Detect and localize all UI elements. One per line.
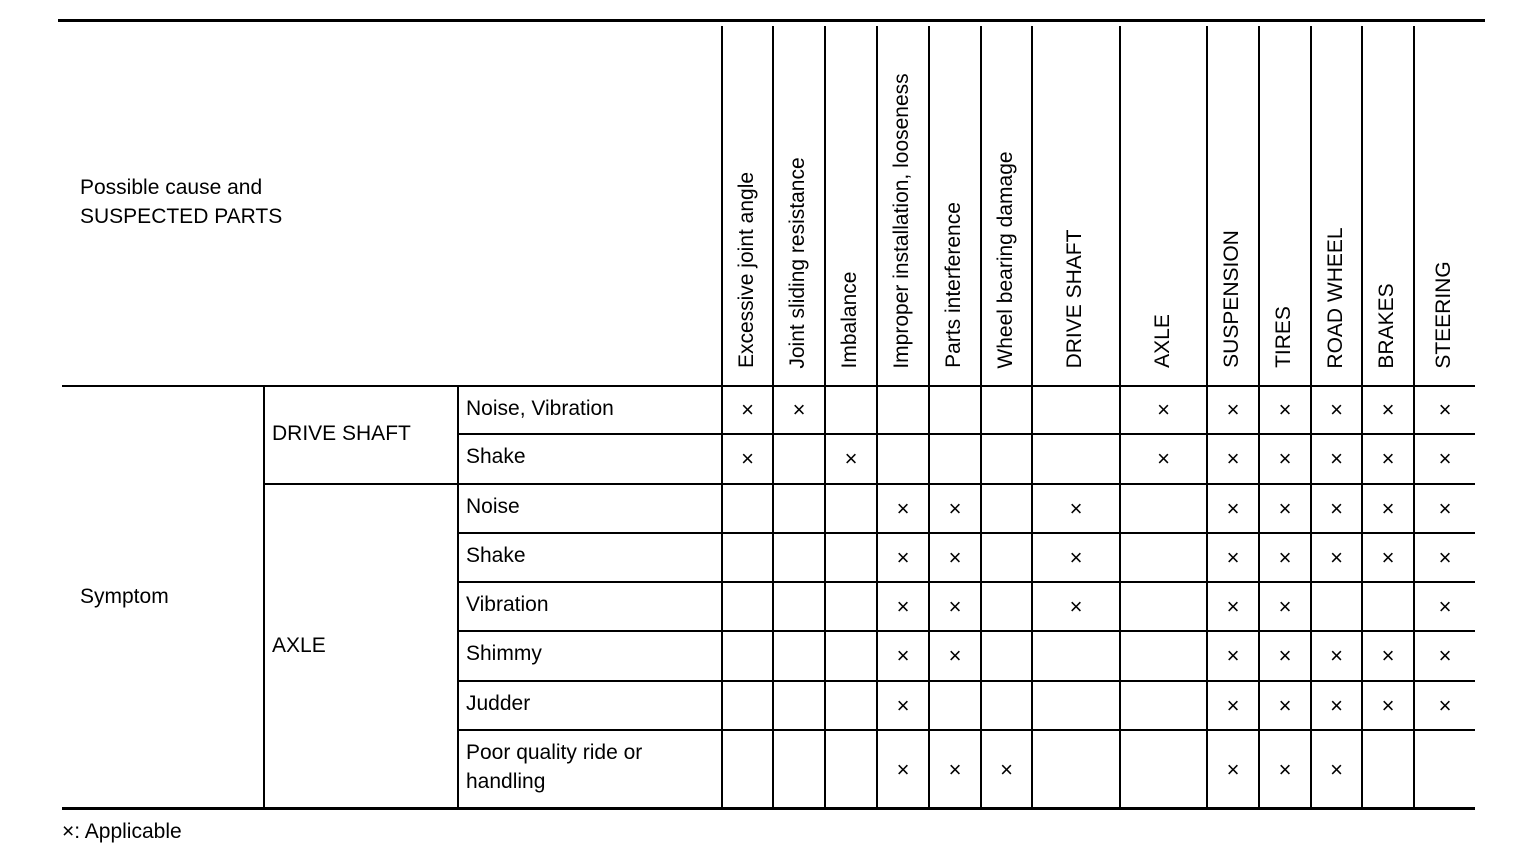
body-column-divider <box>876 385 878 808</box>
applicable-mark: × <box>1438 446 1452 471</box>
row-rule <box>457 433 1475 435</box>
applicable-mark: × <box>1381 495 1395 521</box>
body-column-divider <box>1119 385 1121 808</box>
applicable-mark: × <box>1438 397 1452 422</box>
applicable-mark: × <box>844 446 858 471</box>
applicable-mark: × <box>1278 544 1292 570</box>
header-column-divider <box>980 26 982 385</box>
footnote-applicable: ×: Applicable <box>62 820 182 843</box>
header-column-divider <box>1206 26 1208 385</box>
body-column-divider <box>928 385 930 808</box>
row-rule <box>457 630 1475 632</box>
row-rule <box>457 680 1475 682</box>
applicable-mark: × <box>1438 495 1452 521</box>
applicable-mark: × <box>948 643 962 668</box>
applicable-mark: × <box>1278 692 1292 718</box>
applicable-mark: × <box>1069 495 1083 521</box>
column-header: TIRES <box>1272 306 1295 368</box>
row-label: Vibration <box>466 593 549 616</box>
column-header: DRIVE SHAFT <box>1063 229 1086 368</box>
applicable-mark: × <box>1438 544 1452 570</box>
row-label: Shake <box>466 445 526 468</box>
applicable-mark: × <box>792 397 806 422</box>
group-label: AXLE <box>272 633 326 657</box>
possible-cause-heading: Possible cause and SUSPECTED PARTS <box>80 176 283 228</box>
applicable-mark: × <box>1330 643 1343 668</box>
applicable-mark: × <box>1157 446 1170 471</box>
applicable-mark: × <box>1226 544 1240 570</box>
applicable-mark: × <box>1226 692 1240 718</box>
body-column-divider <box>1361 385 1363 808</box>
body-column-divider <box>772 385 774 808</box>
applicable-mark: × <box>948 756 962 782</box>
applicable-mark: × <box>1226 643 1240 668</box>
applicable-mark: × <box>1226 397 1240 422</box>
applicable-mark: × <box>896 756 910 782</box>
header-column-divider <box>1310 26 1312 385</box>
applicable-mark: × <box>1157 397 1170 422</box>
applicable-mark: × <box>1330 544 1343 570</box>
applicable-mark: × <box>1069 544 1083 570</box>
column-header: ROAD WHEEL <box>1323 226 1347 369</box>
applicable-mark: × <box>1069 593 1083 619</box>
body-column-divider <box>824 385 826 808</box>
header-bottom-rule <box>62 385 1475 387</box>
body-column-divider <box>1310 385 1312 808</box>
table-top-rule <box>58 19 1485 22</box>
applicable-mark: × <box>1226 593 1240 619</box>
column-header: SUSPENSION <box>1220 230 1243 368</box>
row-label: Noise <box>466 495 520 518</box>
group-divider <box>457 385 459 808</box>
column-header: Imbalance <box>838 271 861 368</box>
applicable-mark: × <box>741 397 754 422</box>
body-column-divider <box>1206 385 1208 808</box>
applicable-mark: × <box>1438 593 1452 619</box>
applicable-mark: × <box>1381 692 1395 718</box>
applicable-mark: × <box>896 544 910 570</box>
column-header: Joint sliding resistance <box>786 156 809 369</box>
applicable-mark: × <box>948 495 962 521</box>
header-column-divider <box>1119 26 1121 385</box>
symptom-divider <box>263 385 265 808</box>
applicable-mark: × <box>1330 397 1343 422</box>
body-column-divider <box>721 385 723 808</box>
header-column-divider <box>876 26 878 385</box>
applicable-mark: × <box>1330 446 1343 471</box>
applicable-mark: × <box>1438 692 1452 718</box>
header-column-divider <box>1361 26 1363 385</box>
column-header: BRAKES <box>1375 282 1398 369</box>
applicable-mark: × <box>1278 756 1292 782</box>
applicable-mark: × <box>1226 446 1240 471</box>
applicable-mark: × <box>896 643 910 668</box>
row-rule <box>457 532 1475 534</box>
applicable-mark: × <box>948 593 962 619</box>
row-label: Poor quality ride or handling <box>466 741 643 793</box>
row-label: Shimmy <box>466 642 542 665</box>
applicable-mark: × <box>1438 643 1452 668</box>
column-header: Excessive joint angle <box>734 171 758 369</box>
applicable-mark: × <box>896 495 910 521</box>
group-label: DRIVE SHAFT <box>272 422 411 445</box>
applicable-mark: × <box>1381 446 1395 471</box>
applicable-mark: × <box>1226 495 1240 521</box>
applicable-mark: × <box>1330 692 1343 718</box>
applicable-mark: × <box>1278 397 1292 422</box>
table-bottom-rule <box>62 807 1475 810</box>
header-column-divider <box>824 26 826 385</box>
header-column-divider <box>1258 26 1260 385</box>
row-rule <box>457 581 1475 583</box>
header-column-divider <box>1413 26 1415 385</box>
applicable-mark: × <box>1278 643 1292 668</box>
body-column-divider <box>980 385 982 808</box>
applicable-mark: × <box>1226 756 1240 782</box>
row-label: Shake <box>466 544 526 567</box>
applicable-mark: × <box>1000 756 1013 782</box>
header-column-divider <box>721 26 723 385</box>
applicable-mark: × <box>948 544 962 570</box>
applicable-mark: × <box>1330 756 1343 782</box>
applicable-mark: × <box>896 593 910 619</box>
applicable-mark: × <box>1278 593 1292 619</box>
header-column-divider <box>772 26 774 385</box>
column-header: STEERING <box>1432 260 1455 369</box>
row-label: Judder <box>466 692 531 715</box>
row-label: Noise, Vibration <box>466 397 614 420</box>
header-column-divider <box>928 26 930 385</box>
applicable-mark: × <box>1278 446 1292 471</box>
column-header: Parts interference <box>942 202 965 368</box>
header-column-divider <box>1031 26 1033 385</box>
applicable-mark: × <box>1278 495 1292 521</box>
row-rule <box>457 729 1475 731</box>
applicable-mark: × <box>741 446 754 471</box>
group-boundary-rule <box>263 483 1475 485</box>
column-header: AXLE <box>1150 314 1174 368</box>
applicable-mark: × <box>1381 643 1395 668</box>
symptom-label: Symptom <box>80 585 169 608</box>
body-column-divider <box>1031 385 1033 808</box>
applicable-mark: × <box>1381 544 1395 570</box>
applicable-mark: × <box>1330 495 1343 521</box>
column-header: Improper installation, looseness <box>890 72 913 369</box>
body-column-divider <box>1258 385 1260 808</box>
applicable-mark: × <box>1381 397 1395 422</box>
column-header: Wheel bearing damage <box>993 150 1017 369</box>
body-column-divider <box>1413 385 1415 808</box>
applicable-mark: × <box>896 692 910 718</box>
